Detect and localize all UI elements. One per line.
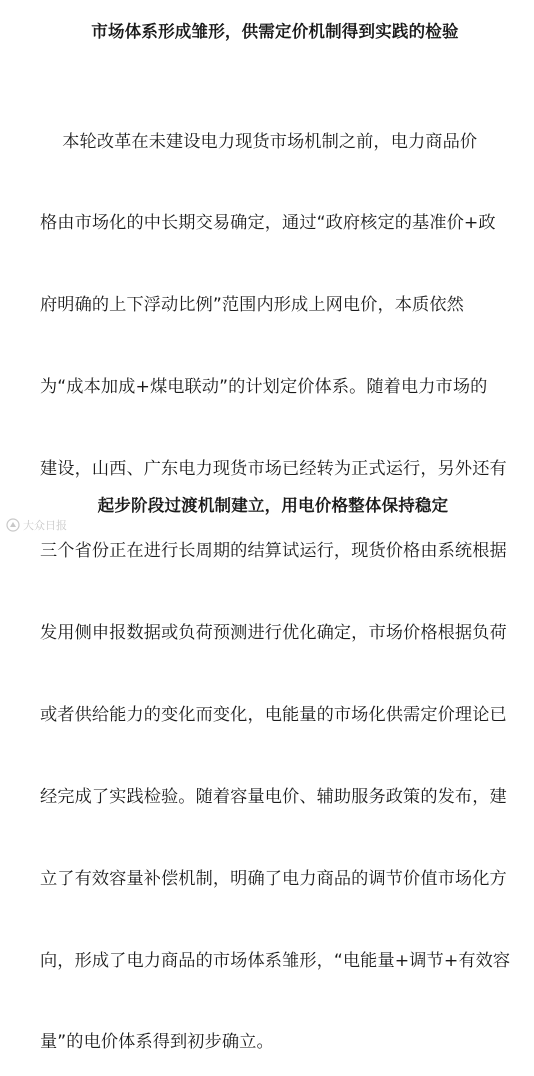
paragraph-line: 格由市场化的中长期交易确定，通过“政府核定的基准价+政 [40, 213, 496, 234]
watermark-logo-icon [6, 518, 20, 532]
paragraph-line: 量”的电价体系得到初步确立。 [40, 1032, 274, 1053]
paragraph-line: 三个省份正在进行长周期的结算试运行，现货价格由系统根据 [40, 541, 507, 562]
paragraph-line: 为“成本加成+煤电联动”的计划定价体系。随着电力市场的 [40, 377, 488, 398]
paragraph-line: 经完成了实践检验。随着容量电价、辅助服务政策的发布，建 [40, 786, 507, 807]
watermark [6, 517, 67, 533]
section-heading-transition-mechanism: 起步阶段过渡机制建立，用电价格整体保持稳定 [97, 496, 449, 515]
paragraph-line: 或者供给能力的变化而变化，电能量的市场化供需定价理论已 [40, 704, 507, 725]
paragraph-line: 向，形成了电力商品的市场体系雏形，“电能量+调节+有效容 [40, 950, 511, 971]
section-heading-market-system: 市场体系形成雏形，供需定价机制得到实践的检验 [91, 22, 459, 41]
paragraph-line: 府明确的上下浮动比例”范围内形成上网电价，本质依然 [40, 295, 464, 316]
paragraph-line: 发用侧申报数据或负荷预测进行优化确定，市场价格根据负荷 [40, 622, 507, 643]
paragraph-line: 立了有效容量补偿机制，明确了电力商品的调节价值市场化方 [40, 868, 507, 889]
paragraph-line: 建设，山西、广东电力现货市场已经转为正式运行，另外还有 [40, 459, 507, 480]
paragraph-line: 本轮改革在未建设电力现货市场机制之前，电力商品价 [40, 131, 478, 152]
watermark-text: 大众日报 [23, 519, 67, 532]
body-paragraph [40, 74, 519, 1076]
